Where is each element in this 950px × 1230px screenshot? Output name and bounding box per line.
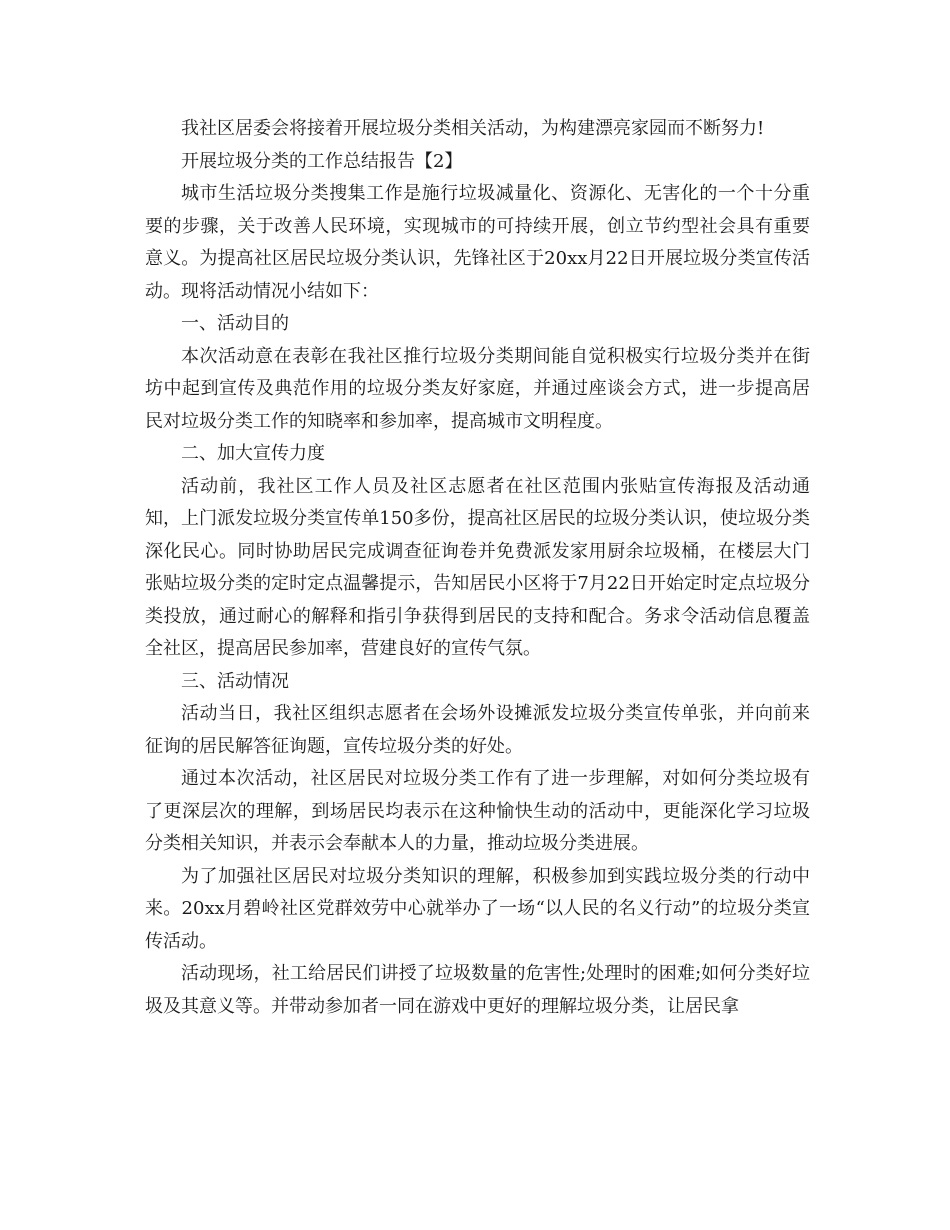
paragraph-publicity: 活动前，我社区工作人员及社区志愿者在社区范围内张贴宣传海报及活动通知，上门派发垃圾分类宣传单150多份，提高社区居民的垃圾分类认识，使垃圾分类深化民心。同时协助居民完成调查征询卷并免费派发家用厨余垃圾桶，在楼层大门张贴垃圾分类的定时定点温馨提示，告知居民小区将于7月22日开始定时定点垃圾分类投放，通过耐心的解释和指引争获得到居民的支持和配合。务求令活动信息覆盖全社区，提高居民参加率，营建良好的宣传气氛。 [145,475,810,659]
paragraph-intro: 城市生活垃圾分类搜集工作是施行垃圾减量化、资源化、无害化的一个十分重要的步骤，关于改善人民环境，实现城市的可持续开展，创立节约型社会具有重要意义。为提高社区居民垃圾分类认识，先锋社区于20xx月22日开展垃圾分类宣传活动。现将活动情况小结如下： [145,183,810,302]
report-title: 开展垃圾分类的工作总结报告【2】 [181,150,463,172]
paragraph-event-scene: 活动现场，社工给居民们讲授了垃圾数量的危害性;处理时的困难;如何分类好垃圾及其意义等。并带动参加者一同在游戏中更好的理解垃圾分类，让居民拿 [145,963,810,1017]
section-heading-purpose: 一、活动目的 [181,313,289,334]
paragraph-closing-statement: 我社区居委会将接着开展垃圾分类相关活动，为构建漂亮家园而不断努力! [181,118,765,139]
paragraph-purpose: 本次活动意在表彰在我社区推行垃圾分类期间能自觉积极实行垃圾分类并在街坊中起到宣传及典范作用的垃圾分类友好家庭，并通过座谈会方式，进一步提高居民对垃圾分类工作的知晓率和参加率，提高城市文明程度。 [145,345,810,432]
paragraph-biling-event: 为了加强社区居民对垃圾分类知识的理解，积极参加到实践垃圾分类的行动中来。20xx月碧岭社区党群效劳中心就举办了一场“以人民的名义行动”的垃圾分类宣传活动。 [145,865,810,952]
paragraph-activity-day: 活动当日，我社区组织志愿者在会场外设摊派发垃圾分类宣传单张，并向前来征询的居民解答征询题，宣传垃圾分类的好处。 [145,703,810,757]
paragraph-activity-result: 通过本次活动，社区居民对垃圾分类工作有了进一步理解，对如何分类垃圾有了更深层次的理解，到场居民均表示在这种愉快生动的活动中，更能深化学习垃圾分类相关知识，并表示会奉献本人的力量，推动垃圾分类进展。 [145,768,810,854]
section-heading-activity: 三、活动情况 [181,670,289,692]
document-body [145,113,810,1023]
section-heading-publicity: 二、加大宣传力度 [181,443,325,464]
